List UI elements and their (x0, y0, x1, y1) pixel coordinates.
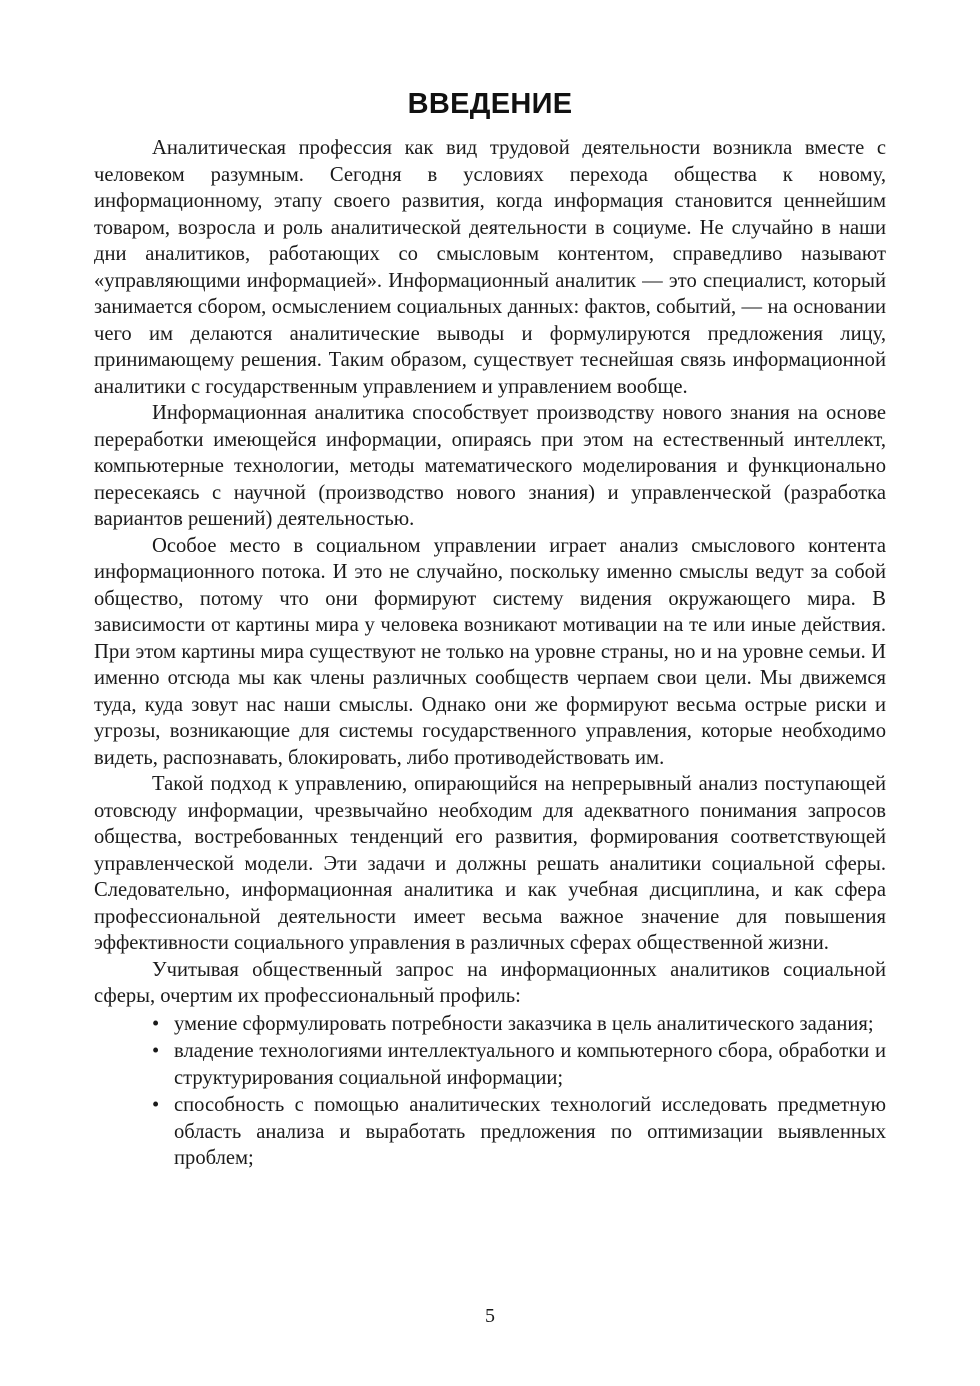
bullet-icon: • (152, 1012, 160, 1035)
list-item-text: владение технологиями интеллектуального и компьютерного сбора, обработки и структурирования социальной информации; (174, 1040, 886, 1089)
bullet-icon: • (152, 1040, 160, 1062)
list-item (94, 1011, 886, 1038)
list-item-text: умение сформулировать потребности заказчика в цель аналитического задания; (174, 1012, 874, 1035)
paragraph-4: Такой подход к управлению, опирающийся на непрерывный анализ поступающей отовсюду информации, чрезвычайно необходим для адекватного понимания запросов общества, востребованных тенденций его развития, формирования соответствующей управленческой модели. Эти задачи и должны решать аналитики социальной сферы. Следовательно, информационная аналитика и как учебная дисциплина, и как сфера профессиональной деятельности имеет весьма важное значение для повышения эффективности социального управления в различных сферах общественной жизни. (94, 773, 886, 954)
paragraph-3: Особое место в социальном управлении играет анализ смыслового контента информационного потока. И это не случайно, поскольку именно смыслы ведут за собой общество, потому что они формируют систему видения окружающего мира. В зависимости от картины мира у человека возникают мотивации на те или иные действия. При этом картины мира существуют не только на уровне страны, но и на уровне семьи. И именно отсюда мы как члены различных сообществ черпаем свои цели. Мы движемся туда, куда зовут нас наши смыслы. Однако они же формируют весьма острые риски и угрозы, возникающие для системы государственного управления, которые необходимо видеть, распознавать, блокировать, либо противодействовать им. (94, 534, 886, 769)
profile-list (94, 1011, 886, 1172)
document-page (94, 88, 886, 1172)
paragraph-1: Аналитическая профессия как вид трудовой деятельности возникла вместе с человеком разумным. Сегодня в условиях перехода общества к новому, информационному, этапу своего развития, когда информация становится ценнейшим товаром, возросла и роль аналитической деятельности в социуме. Не случайно в наши дни аналитиков, работающих со смысловым контентом, справедливо называют «управляющими информацией». Информационный аналитик — это специалист, который занимается сбором, осмыслением социальных данных: фактов, событий, — на основании чего им делаются аналитические выводы и формулируются предложения лицу, принимающему решения. Таким образом, существует теснейшая связь информационной аналитики с государственным управлением и управлением вообще. (94, 137, 886, 398)
list-item (94, 1092, 886, 1172)
bullet-icon: • (152, 1094, 160, 1116)
paragraph-2: Информационная аналитика способствует производству нового знания на основе переработки имеющейся информации, опираясь при этом на естественный интеллект, компьютерные технологии, методы математического моделирования и функционально пересекаясь с научной (производство нового знания) и управленческой (разработка вариантов решений) деятельностью. (94, 402, 886, 530)
list-item (94, 1038, 886, 1091)
paragraph-5: Учитывая общественный запрос на информационных аналитиков социальной сферы, очертим их профессиональный профиль: (94, 958, 886, 1007)
list-item-text: способность с помощью аналитических технологий исследовать предметную область анализа и выработать предложения по оптимизации выявленных проблем; (174, 1094, 886, 1169)
page-number: 5 (485, 1305, 495, 1327)
page-title: ВВЕДЕНИЕ (407, 88, 573, 120)
